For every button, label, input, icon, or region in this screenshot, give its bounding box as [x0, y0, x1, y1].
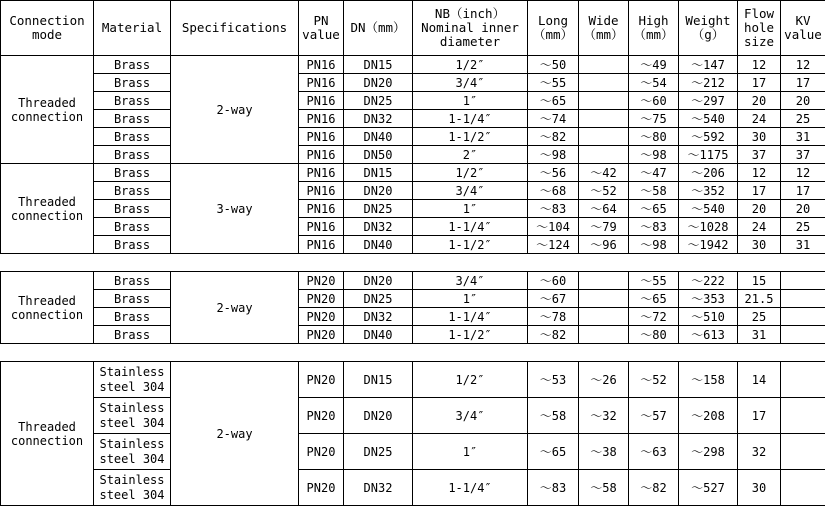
long-cell: ～65	[528, 434, 579, 470]
table-row	[1, 236, 825, 254]
dn-cell: DN40	[344, 128, 413, 146]
header-dn: DN（mm）	[344, 1, 413, 56]
material-cell: Stainless steel 304	[94, 362, 171, 398]
pn-cell: PN16	[299, 110, 344, 128]
header-table	[0, 0, 825, 56]
wide-cell: ～38	[579, 434, 629, 470]
flow-hole-cell: 31	[738, 326, 781, 344]
header-wide: Wide（mm）	[579, 1, 629, 56]
long-cell: ～83	[528, 470, 579, 506]
nb-cell: 1″	[413, 200, 528, 218]
header-material: Material	[94, 1, 171, 56]
pn-cell: PN20	[299, 434, 344, 470]
weight-cell: ～222	[679, 272, 738, 290]
nb-cell: 3/4″	[413, 272, 528, 290]
pn-cell: PN16	[299, 236, 344, 254]
header-connection-mode: Connection mode	[1, 1, 94, 56]
high-cell: ～52	[629, 362, 679, 398]
group-table-2	[0, 163, 825, 254]
header-high: High（mm）	[629, 1, 679, 56]
pn-cell: PN16	[299, 200, 344, 218]
kv-cell: 12	[781, 164, 825, 182]
flow-hole-cell: 24	[738, 218, 781, 236]
flow-hole-cell: 12	[738, 164, 781, 182]
material-cell: Brass	[94, 164, 171, 182]
dn-cell: DN25	[344, 434, 413, 470]
flow-hole-cell: 30	[738, 236, 781, 254]
material-cell: Brass	[94, 128, 171, 146]
kv-cell	[781, 398, 825, 434]
dn-cell: DN15	[344, 362, 413, 398]
wide-cell	[579, 56, 629, 74]
high-cell: ～65	[629, 290, 679, 308]
high-cell: ～57	[629, 398, 679, 434]
wide-cell	[579, 272, 629, 290]
connection-mode-cell: Threaded connection	[1, 362, 94, 506]
long-cell: ～104	[528, 218, 579, 236]
high-cell: ～65	[629, 200, 679, 218]
weight-cell: ～206	[679, 164, 738, 182]
dn-cell: DN15	[344, 56, 413, 74]
header-nb: NB（inch）Nominal inner diameter	[413, 1, 528, 56]
high-cell: ～47	[629, 164, 679, 182]
long-cell: ～82	[528, 128, 579, 146]
nb-cell: 1-1/4″	[413, 470, 528, 506]
weight-cell: ～147	[679, 56, 738, 74]
high-cell: ～49	[629, 56, 679, 74]
header-specifications: Specifications	[171, 1, 299, 56]
weight-cell: ～208	[679, 398, 738, 434]
nb-cell: 2″	[413, 146, 528, 164]
high-cell: ～83	[629, 218, 679, 236]
weight-cell: ～1175	[679, 146, 738, 164]
long-cell: ～78	[528, 308, 579, 326]
nb-cell: 1-1/2″	[413, 128, 528, 146]
material-cell: Brass	[94, 308, 171, 326]
material-cell: Brass	[94, 146, 171, 164]
pn-cell: PN16	[299, 218, 344, 236]
table-row	[1, 56, 825, 74]
kv-cell	[781, 470, 825, 506]
table-row	[1, 362, 825, 398]
long-cell: ～67	[528, 290, 579, 308]
dn-cell: DN32	[344, 110, 413, 128]
specifications-cell: 2-way	[171, 362, 299, 506]
flow-hole-cell: 25	[738, 308, 781, 326]
table-row	[1, 74, 825, 92]
flow-hole-cell: 24	[738, 110, 781, 128]
wide-cell: ～26	[579, 362, 629, 398]
material-cell: Brass	[94, 56, 171, 74]
weight-cell: ～298	[679, 434, 738, 470]
kv-cell: 20	[781, 92, 825, 110]
table-row	[1, 290, 825, 308]
weight-cell: ～158	[679, 362, 738, 398]
nb-cell: 1″	[413, 290, 528, 308]
table-row	[1, 470, 825, 506]
nb-cell: 1″	[413, 434, 528, 470]
flow-hole-cell: 15	[738, 272, 781, 290]
dn-cell: DN20	[344, 182, 413, 200]
nb-cell: 1-1/4″	[413, 110, 528, 128]
pn-cell: PN20	[299, 398, 344, 434]
table-row	[1, 182, 825, 200]
weight-cell: ～212	[679, 74, 738, 92]
material-cell: Brass	[94, 236, 171, 254]
kv-cell: 12	[781, 56, 825, 74]
table-row	[1, 308, 825, 326]
table-row	[1, 164, 825, 182]
dn-cell: DN40	[344, 326, 413, 344]
nb-cell: 1-1/2″	[413, 326, 528, 344]
group-table-4	[0, 361, 825, 506]
nb-cell: 3/4″	[413, 182, 528, 200]
material-cell: Brass	[94, 200, 171, 218]
flow-hole-cell: 20	[738, 200, 781, 218]
high-cell: ～98	[629, 236, 679, 254]
wide-cell: ～52	[579, 182, 629, 200]
flow-hole-cell: 30	[738, 470, 781, 506]
flow-hole-cell: 32	[738, 434, 781, 470]
nb-cell: 1-1/2″	[413, 236, 528, 254]
long-cell: ～60	[528, 272, 579, 290]
pn-cell: PN16	[299, 182, 344, 200]
pn-cell: PN20	[299, 272, 344, 290]
high-cell: ～80	[629, 128, 679, 146]
wide-cell	[579, 110, 629, 128]
table-row	[1, 92, 825, 110]
high-cell: ～80	[629, 326, 679, 344]
kv-cell: 37	[781, 146, 825, 164]
pn-cell: PN20	[299, 470, 344, 506]
pn-cell: PN20	[299, 290, 344, 308]
pn-cell: PN20	[299, 308, 344, 326]
group-table-3	[0, 271, 825, 344]
dn-cell: DN40	[344, 236, 413, 254]
flow-hole-cell: 20	[738, 92, 781, 110]
dn-cell: DN25	[344, 200, 413, 218]
high-cell: ～72	[629, 308, 679, 326]
nb-cell: 1/2″	[413, 362, 528, 398]
header-flow-hole-size: Flow hole size	[738, 1, 781, 56]
long-cell: ～82	[528, 326, 579, 344]
kv-cell: 20	[781, 200, 825, 218]
flow-hole-cell: 37	[738, 146, 781, 164]
header-row	[1, 1, 825, 56]
header-weight: Weight（g）	[679, 1, 738, 56]
high-cell: ～63	[629, 434, 679, 470]
material-cell: Brass	[94, 218, 171, 236]
material-cell: Brass	[94, 92, 171, 110]
dn-cell: DN32	[344, 470, 413, 506]
dn-cell: DN20	[344, 398, 413, 434]
table-row	[1, 398, 825, 434]
header-long: Long（mm）	[528, 1, 579, 56]
table-row	[1, 434, 825, 470]
high-cell: ～98	[629, 146, 679, 164]
high-cell: ～75	[629, 110, 679, 128]
weight-cell: ～540	[679, 200, 738, 218]
weight-cell: ～592	[679, 128, 738, 146]
specifications-cell: 3-way	[171, 164, 299, 254]
wide-cell	[579, 326, 629, 344]
table-row	[1, 110, 825, 128]
weight-cell: ～613	[679, 326, 738, 344]
dn-cell: DN25	[344, 290, 413, 308]
dn-cell: DN25	[344, 92, 413, 110]
specifications-cell: 2-way	[171, 56, 299, 164]
header-kv-value: KV value	[781, 1, 825, 56]
nb-cell: 1-1/4″	[413, 218, 528, 236]
wide-cell	[579, 92, 629, 110]
long-cell: ～55	[528, 74, 579, 92]
pn-cell: PN20	[299, 362, 344, 398]
table-row	[1, 128, 825, 146]
dn-cell: DN20	[344, 272, 413, 290]
long-cell: ～83	[528, 200, 579, 218]
nb-cell: 1/2″	[413, 56, 528, 74]
long-cell: ～74	[528, 110, 579, 128]
kv-cell	[781, 326, 825, 344]
flow-hole-cell: 17	[738, 398, 781, 434]
high-cell: ～55	[629, 272, 679, 290]
pn-cell: PN16	[299, 74, 344, 92]
flow-hole-cell: 12	[738, 56, 781, 74]
dn-cell: DN50	[344, 146, 413, 164]
flow-hole-cell: 14	[738, 362, 781, 398]
connection-mode-cell: Threaded connection	[1, 56, 94, 164]
wide-cell	[579, 128, 629, 146]
wide-cell	[579, 308, 629, 326]
kv-cell: 31	[781, 128, 825, 146]
dn-cell: DN20	[344, 74, 413, 92]
weight-cell: ～527	[679, 470, 738, 506]
pn-cell: PN20	[299, 326, 344, 344]
wide-cell	[579, 290, 629, 308]
weight-cell: ～540	[679, 110, 738, 128]
long-cell: ～68	[528, 182, 579, 200]
material-cell: Stainless steel 304	[94, 398, 171, 434]
long-cell: ～124	[528, 236, 579, 254]
specifications-cell: 2-way	[171, 272, 299, 344]
kv-cell: 31	[781, 236, 825, 254]
flow-hole-cell: 21.5	[738, 290, 781, 308]
kv-cell: 17	[781, 182, 825, 200]
wide-cell: ～42	[579, 164, 629, 182]
pn-cell: PN16	[299, 128, 344, 146]
connection-mode-cell: Threaded connection	[1, 164, 94, 254]
weight-cell: ～510	[679, 308, 738, 326]
weight-cell: ～352	[679, 182, 738, 200]
material-cell: Brass	[94, 74, 171, 92]
weight-cell: ～297	[679, 92, 738, 110]
dn-cell: DN32	[344, 218, 413, 236]
high-cell: ～58	[629, 182, 679, 200]
material-cell: Brass	[94, 110, 171, 128]
long-cell: ～58	[528, 398, 579, 434]
dn-cell: DN32	[344, 308, 413, 326]
long-cell: ～98	[528, 146, 579, 164]
flow-hole-cell: 30	[738, 128, 781, 146]
table-row	[1, 200, 825, 218]
nb-cell: 1/2″	[413, 164, 528, 182]
long-cell: ～65	[528, 92, 579, 110]
pn-cell: PN16	[299, 164, 344, 182]
weight-cell: ～353	[679, 290, 738, 308]
long-cell: ～53	[528, 362, 579, 398]
long-cell: ～50	[528, 56, 579, 74]
table-row	[1, 146, 825, 164]
material-cell: Brass	[94, 272, 171, 290]
connection-mode-cell: Threaded connection	[1, 272, 94, 344]
pn-cell: PN16	[299, 146, 344, 164]
kv-cell	[781, 434, 825, 470]
kv-cell	[781, 362, 825, 398]
pn-cell: PN16	[299, 56, 344, 74]
material-cell: Brass	[94, 290, 171, 308]
wide-cell: ～79	[579, 218, 629, 236]
wide-cell	[579, 74, 629, 92]
kv-cell	[781, 272, 825, 290]
material-cell: Brass	[94, 182, 171, 200]
wide-cell: ～64	[579, 200, 629, 218]
nb-cell: 1-1/4″	[413, 308, 528, 326]
material-cell: Stainless steel 304	[94, 434, 171, 470]
table-row	[1, 326, 825, 344]
nb-cell: 3/4″	[413, 398, 528, 434]
dn-cell: DN15	[344, 164, 413, 182]
weight-cell: ～1028	[679, 218, 738, 236]
kv-cell: 17	[781, 74, 825, 92]
kv-cell: 25	[781, 110, 825, 128]
table-row	[1, 272, 825, 290]
high-cell: ～82	[629, 470, 679, 506]
wide-cell: ～32	[579, 398, 629, 434]
wide-cell: ～96	[579, 236, 629, 254]
kv-cell	[781, 290, 825, 308]
wide-cell: ～58	[579, 470, 629, 506]
weight-cell: ～1942	[679, 236, 738, 254]
high-cell: ～54	[629, 74, 679, 92]
pn-cell: PN16	[299, 92, 344, 110]
long-cell: ～56	[528, 164, 579, 182]
table-row	[1, 218, 825, 236]
material-cell: Stainless steel 304	[94, 470, 171, 506]
header-pn-value: PN value	[299, 1, 344, 56]
material-cell: Brass	[94, 326, 171, 344]
nb-cell: 1″	[413, 92, 528, 110]
kv-cell: 25	[781, 218, 825, 236]
wide-cell	[579, 146, 629, 164]
flow-hole-cell: 17	[738, 74, 781, 92]
flow-hole-cell: 17	[738, 182, 781, 200]
kv-cell	[781, 308, 825, 326]
group-table-1	[0, 55, 825, 164]
nb-cell: 3/4″	[413, 74, 528, 92]
high-cell: ～60	[629, 92, 679, 110]
